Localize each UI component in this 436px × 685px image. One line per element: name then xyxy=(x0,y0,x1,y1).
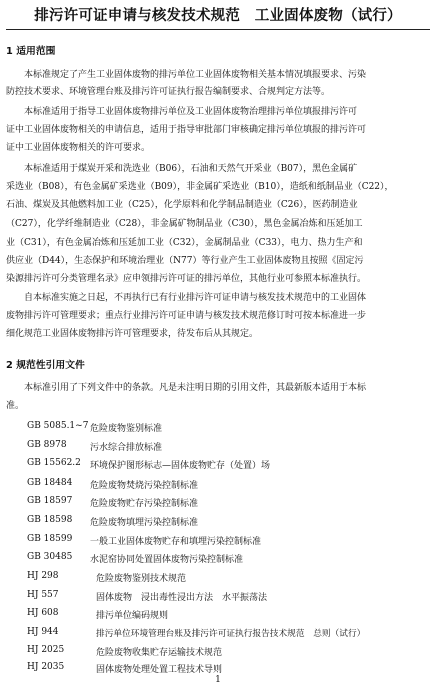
ref-code: GB 18599 xyxy=(27,534,73,544)
ref-code: GB 15562.2 xyxy=(27,458,81,468)
s1-line: 供应业（D44），生态保护和环境治理业（N77）等行业产生工业固体废物且按照《固定污 xyxy=(6,256,364,266)
title-rule xyxy=(6,29,430,30)
s1-line: 细化规范工业固体废物排污许可管理要求，待发布后从其规定。 xyxy=(6,329,259,339)
ref-title: 固体废物处理处置工程技术导则 xyxy=(96,665,223,675)
s1-line: 采选业（B08），有色金属矿采选业（B09），非金属矿采选业（B10），造纸和纸制品业（C22）， xyxy=(6,182,394,192)
ref-title: 污水综合排放标准 xyxy=(90,443,163,453)
ref-code: GB 18598 xyxy=(27,515,73,525)
section-1-heading: 1 适用范围 xyxy=(6,46,56,57)
s1-line: 业（C31），有色金属冶炼和压延加工业（C32），金属制品业（C33），电力、热力生产和 xyxy=(6,238,363,248)
s1-line: （C27），化学纤维制造业（C28），非金属矿物制品业（C30），黑色金属冶炼和压延加工 xyxy=(6,219,363,229)
s1-line: 本标准规定了产生工业固体废物的排污单位工业固体废物相关基本情况填报要求、污染 xyxy=(6,70,367,80)
ref-title: 危险废物填埋污染控制标准 xyxy=(90,518,199,528)
page-number: 1 xyxy=(215,675,221,685)
s1-line: 本标准适用于煤炭开采和洗选业（B06），石油和天然气开采业（B07），黑色金属矿 xyxy=(6,164,358,174)
ref-code: GB 30485 xyxy=(27,552,73,562)
ref-title: 危险废物鉴别标准 xyxy=(90,424,163,434)
ref-title: 危险废物鉴别技术规范 xyxy=(96,574,187,584)
s2-line: 本标准引用了下列文件中的条款。凡是未注明日期的引用文件，其最新版本适用于本标 xyxy=(6,383,367,393)
ref-title: 环境保护图形标志—固体废物贮存（处置）场 xyxy=(90,461,271,471)
s1-line: 证中工业固体废物相关的许可要求。 xyxy=(6,143,151,153)
s1-line: 染源排污许可分类管理名录》应申领排污许可证的排污单位，其他行业可参照本标准执行。 xyxy=(6,274,367,284)
s1-line: 本标准适用于指导工业固体废物排污单位及工业固体废物治理排污单位填报排污许可 xyxy=(6,107,358,117)
ref-title: 排污单位编码规则 xyxy=(96,611,169,621)
ref-code: HJ 944 xyxy=(27,627,59,637)
ref-code: GB 18597 xyxy=(27,496,73,506)
ref-title: 危险废物收集贮存运输技术规范 xyxy=(96,648,223,658)
s1-line: 自本标准实施之日起，不再执行已有行业排污许可证申请与核发技术规范中的工业固体 xyxy=(6,293,367,303)
section-2-heading: 2 规范性引用文件 xyxy=(6,360,85,371)
ref-code: GB 8978 xyxy=(27,440,67,450)
ref-code: HJ 298 xyxy=(27,571,59,581)
ref-title: 危险废物贮存污染控制标准 xyxy=(90,499,199,509)
ref-title: 一般工业固体废物贮存和填埋污染控制标准 xyxy=(90,537,262,547)
s1-line: 废物排污许可管理要求；重点行业排污许可证申请与核发技术规范修订时可按本标准进一步 xyxy=(6,311,367,321)
ref-code: GB 18484 xyxy=(27,478,73,488)
ref-title: 危险废物焚烧污染控制标准 xyxy=(90,481,199,491)
s1-line: 证中工业固体废物相关的申请信息，适用于指导审批部门审核确定排污单位填报的排污许可 xyxy=(6,125,367,135)
ref-code: GB 5085.1~7 xyxy=(27,421,89,431)
ref-code: HJ 2035 xyxy=(27,662,65,672)
ref-code: HJ 2025 xyxy=(27,645,65,655)
s2-line: 准。 xyxy=(6,401,25,411)
ref-code: HJ 608 xyxy=(27,608,59,618)
ref-title: 固体废物 浸出毒性浸出方法 水平振荡法 xyxy=(96,593,268,603)
ref-title: 排污单位环境管理台账及排污许可证执行报告技术规范 总则（试行） xyxy=(96,629,366,639)
s1-line: 防控技术要求、环境管理台账及排污许可证执行报告编制要求、合规判定方法等。 xyxy=(6,87,331,97)
ref-code: HJ 557 xyxy=(27,590,59,600)
s1-line: 石油、煤炭及其他燃料加工业（C25），化学原料和化学制品制造业（C26），医药制造业 xyxy=(6,200,358,210)
ref-title: 水泥窑协同处置固体废物污染控制标准 xyxy=(90,555,244,565)
document-title: 排污许可证申请与核发技术规范 工业固体废物（试行） xyxy=(34,8,402,24)
